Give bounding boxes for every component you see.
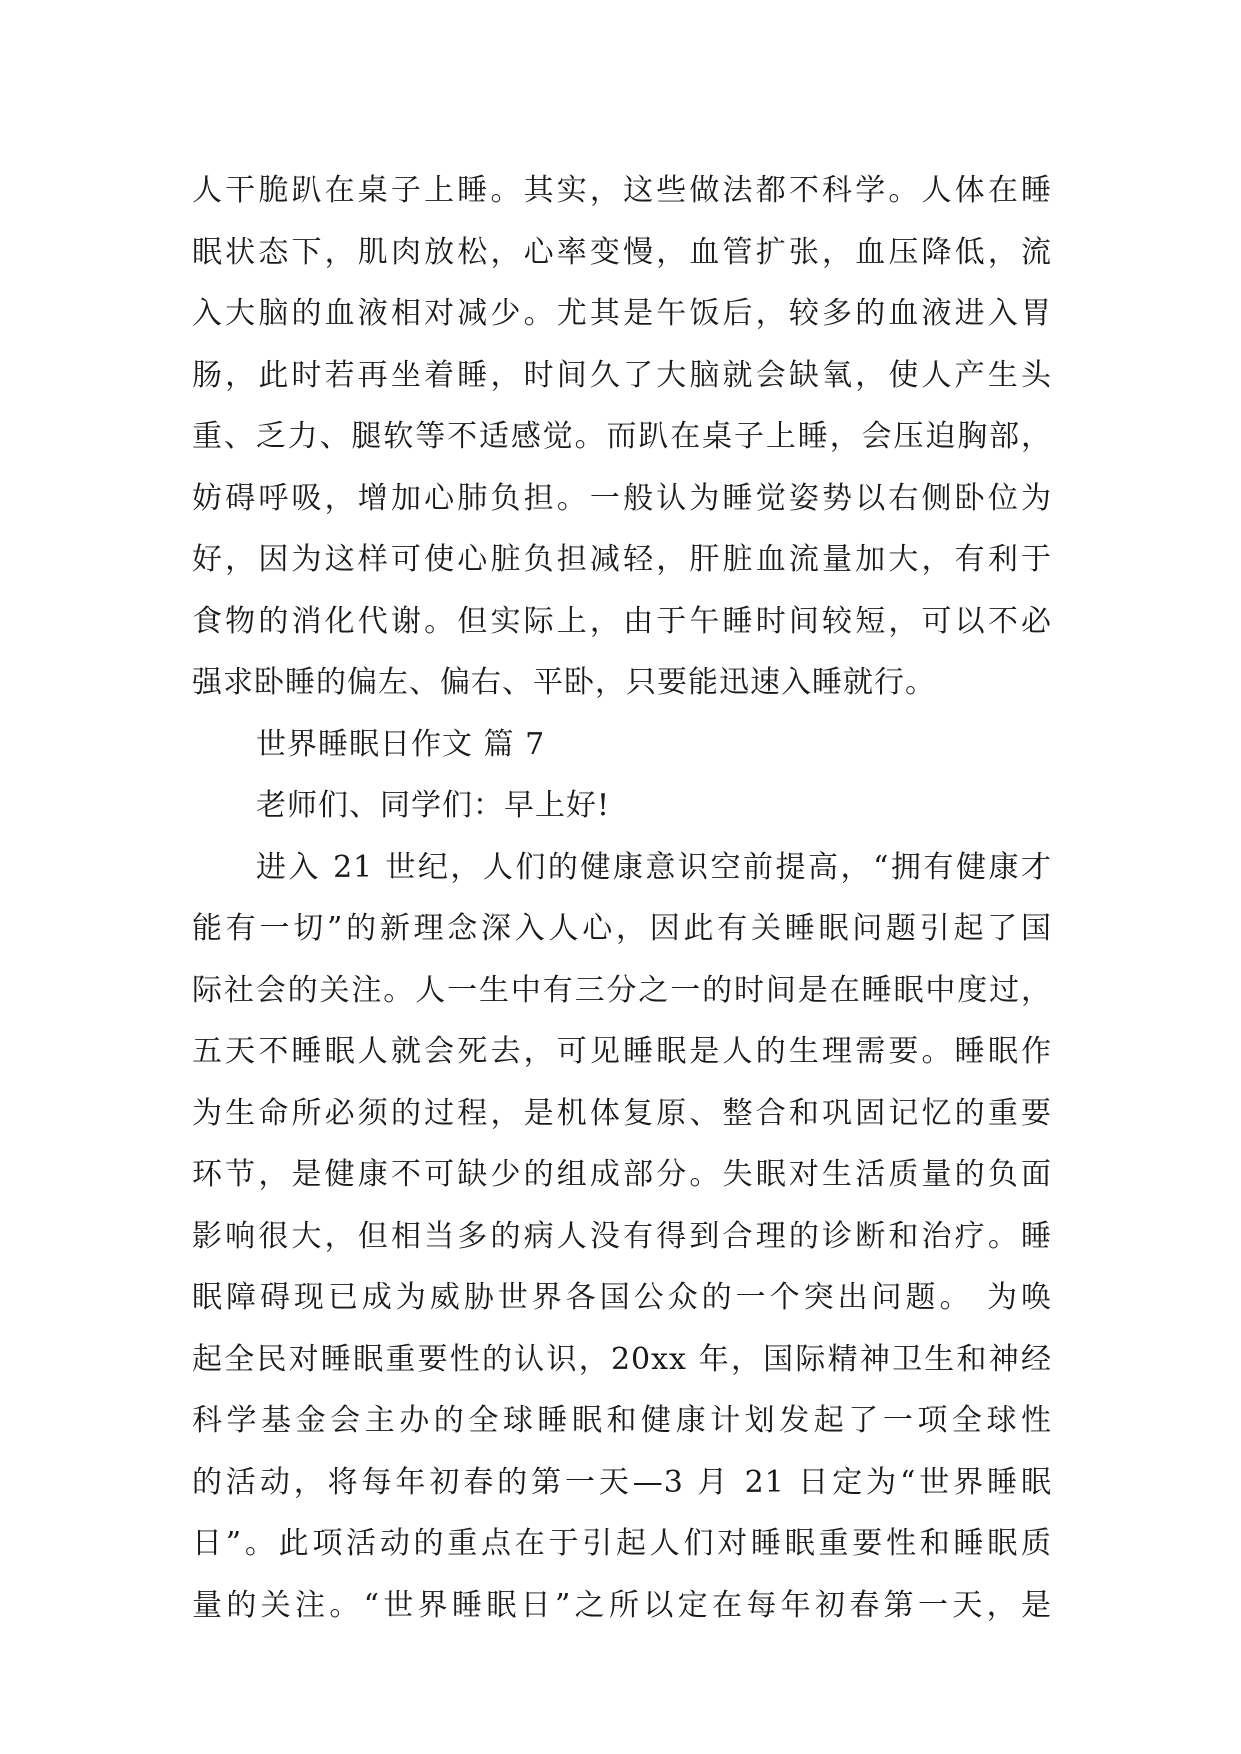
paragraph-line: 食物的消化代谢。但实际上，由于午睡时间较短，可以不必 — [192, 603, 1052, 639]
paragraph-line: 好，因为这样可使心脏负担减轻，肝脏血流量加大，有利于 — [192, 542, 1052, 577]
paragraph-line: 肠，此时若再坐着睡，时间久了大脑就会缺氧，使人产生头 — [192, 357, 1052, 393]
paragraph-line: 科学基金会主办的全球睡眠和健康计划发起了一项全球性 — [192, 1403, 1052, 1438]
paragraph-line: 强求卧睡的偏左、偏右、平卧，只要能迅速入睡就行。 — [192, 665, 936, 700]
document-body — [192, 160, 1052, 1636]
greeting-line: 老师们、同学们：早上好! — [256, 788, 611, 823]
paragraph-line: 人干脆趴在桌子上睡。其实，这些做法都不科学。人体在睡 — [192, 173, 1052, 208]
paragraph-line: 起全民对睡眠重要性的认识，20xx 年，国际精神卫生和神经 — [192, 1341, 1052, 1377]
paragraph-line: 为生命所必须的过程，是机体复原、整合和巩固记忆的重要 — [192, 1095, 1052, 1131]
paragraph-line: 的活动，将每年初春的第一天—3 月 21 日定为“世界睡眠 — [192, 1464, 1052, 1500]
paragraph-line: 际社会的关注。人一生中有三分之一的时间是在睡眠中度过， — [192, 972, 1052, 1008]
paragraph-line: 妨碍呼吸，增加心肺负担。一般认为睡觉姿势以右侧卧位为 — [192, 480, 1052, 516]
paragraph-line: 日”。此项活动的重点在于引起人们对睡眠重要性和睡眠质 — [192, 1526, 1052, 1561]
paragraph-line: 入大脑的血液相对减少。尤其是午饭后，较多的血液进入胃 — [192, 296, 1052, 331]
paragraph-line: 眠障碍现已成为威胁世界各国公众的一个突出问题。 为唤 — [192, 1280, 1052, 1315]
paragraph-line: 能有一切”的新理念深入人心，因此有关睡眠问题引起了国 — [192, 911, 1052, 946]
paragraph-line: 进入 21 世纪，人们的健康意识空前提高，“拥有健康才 — [256, 849, 1052, 885]
paragraph-line: 环节，是健康不可缺少的组成部分。失眠对生活质量的负面 — [192, 1157, 1052, 1192]
paragraph-line: 重、乏力、腿软等不适感觉。而趴在桌子上睡，会压迫胸部， — [192, 419, 1052, 454]
paragraph-line: 量的关注。“世界睡眠日”之所以定在每年初春第一天，是 — [192, 1587, 1052, 1623]
paragraph-line: 眠状态下，肌肉放松，心率变慢，血管扩张，血压降低，流 — [192, 234, 1052, 270]
paragraph-line: 五天不睡眠人就会死去，可见睡眠是人的生理需要。睡眠作 — [192, 1034, 1052, 1069]
paragraph-line: 影响很大，但相当多的病人没有得到合理的诊断和治疗。睡 — [192, 1218, 1052, 1254]
section-title: 世界睡眠日作文 篇 7 — [256, 726, 546, 762]
